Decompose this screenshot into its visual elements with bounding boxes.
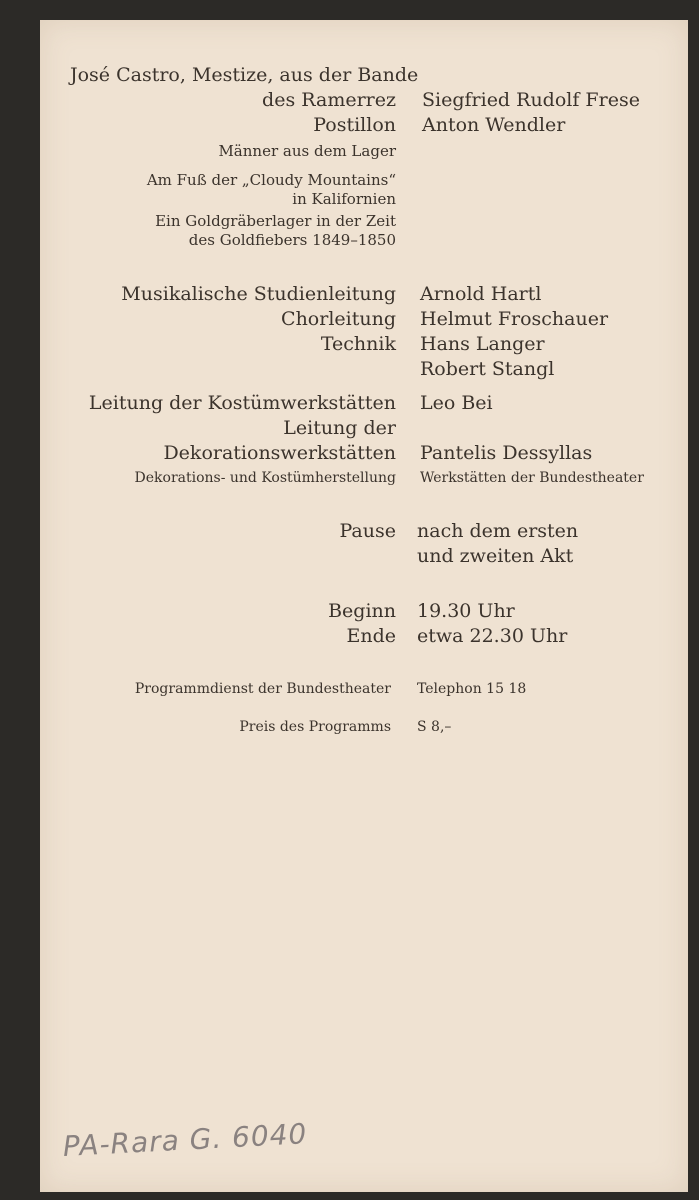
technik-name2: Robert Stangl (420, 358, 555, 380)
beginn-value: 19.30 Uhr (417, 600, 515, 622)
herstellung-label: Dekorations- und Kostümherstellung (134, 470, 396, 486)
technik-label: Technik (320, 333, 396, 355)
castro-role-line1: José Castro, Mestize, aus der Bande (70, 64, 419, 86)
service-value: Telephon 15 18 (417, 681, 527, 697)
ende-value: etwa 22.30 Uhr (417, 625, 568, 647)
kostuem-label: Leitung der Kostümwerkstätten (88, 392, 396, 414)
deko-name: Pantelis Dessyllas (420, 442, 593, 464)
deko-label1: Leitung der (283, 417, 396, 439)
ende-label: Ende (346, 625, 396, 647)
herstellung-name: Werkstätten der Bundestheater (420, 470, 644, 486)
technik-name1: Hans Langer (420, 333, 545, 355)
beginn-label: Beginn (328, 600, 396, 622)
deko-label2: Dekorationswerkstätten (163, 442, 396, 464)
postillon-role: Postillon (313, 114, 396, 136)
setting-line3: Ein Goldgräberlager in der Zeit (155, 212, 396, 230)
musik-label: Musikalische Studienleitung (121, 283, 396, 305)
archive-note: PA-Rara G. 6040 (62, 1117, 309, 1163)
musik-name: Arnold Hartl (420, 283, 542, 305)
price-value: S 8,– (417, 719, 452, 735)
price-label: Preis des Programms (239, 719, 391, 735)
maenner-role: Männer aus dem Lager (218, 142, 396, 160)
setting-line4: des Goldfiebers 1849–1850 (188, 231, 396, 249)
setting-line1: Am Fuß der „Cloudy Mountains“ (146, 171, 396, 189)
postillon-actor: Anton Wendler (422, 114, 566, 136)
program-page (40, 20, 688, 1192)
service-label: Programmdienst der Bundestheater (134, 681, 391, 697)
kostuem-name: Leo Bei (420, 392, 493, 414)
chor-label: Chorleitung (281, 308, 396, 330)
pause-value1: nach dem ersten (417, 520, 579, 542)
pause-label: Pause (339, 520, 396, 542)
setting-line2: in Kalifornien (292, 190, 396, 208)
castro-role-line2: des Ramerrez (262, 89, 396, 111)
chor-name: Helmut Froschauer (420, 308, 609, 330)
pause-value2: und zweiten Akt (417, 545, 574, 567)
castro-actor: Siegfried Rudolf Frese (422, 89, 640, 111)
